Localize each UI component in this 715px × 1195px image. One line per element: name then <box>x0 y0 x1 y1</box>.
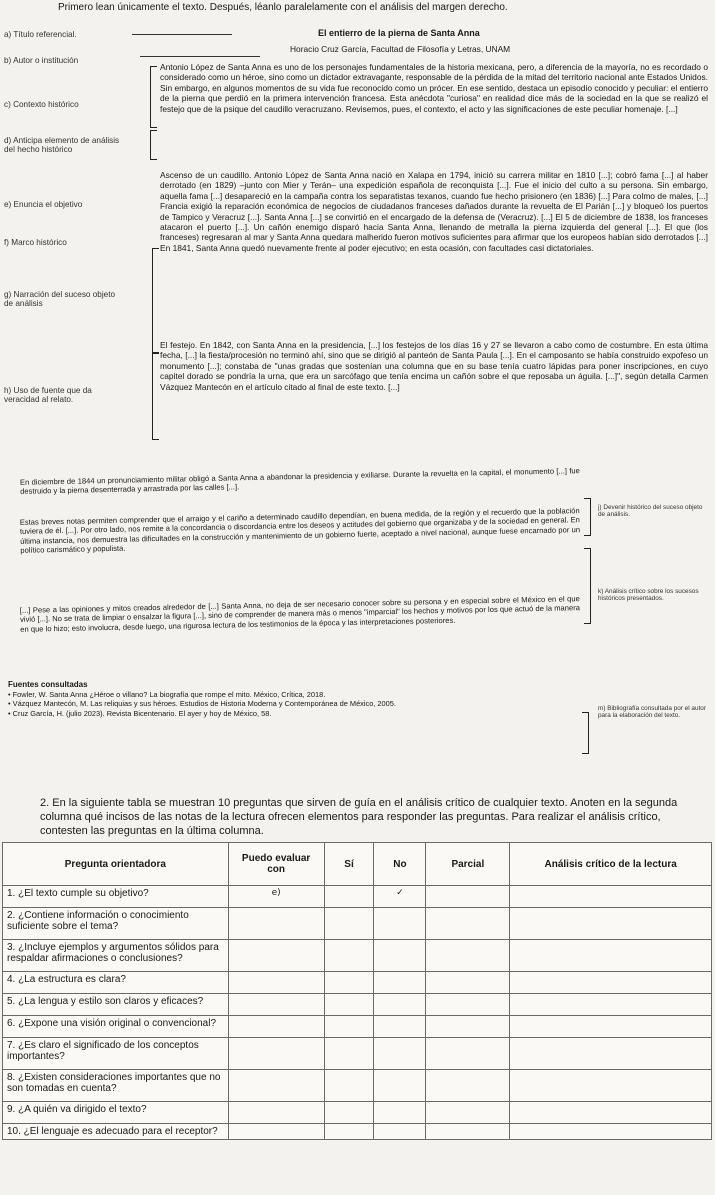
no-cell[interactable] <box>374 940 426 972</box>
bracket-m <box>582 712 589 754</box>
header-yes: Sí <box>324 843 374 886</box>
exercise-text: En la siguiente tabla se muestran 10 preguntas que sirven de guía en el análisis crítico de cualquier texto. Anoten en la segunda columna qué incisos de las notas de la lectura ofrecen elementos para responder las preguntas. Para realizar el análisis crítico, contesten las preguntas en la última columna. <box>40 797 678 837</box>
evaluate-cell[interactable] <box>228 1102 324 1124</box>
label-k: k) Análisis crítico sobre los sucesos históricos presentados. <box>598 588 699 602</box>
analysis-cell[interactable] <box>510 908 712 940</box>
sources-heading: Fuentes consultadas <box>8 680 88 689</box>
no-cell[interactable] <box>374 1070 426 1102</box>
exercise-number: 2. <box>40 797 50 809</box>
evaluate-cell[interactable] <box>228 994 324 1016</box>
bracket-d <box>150 130 157 160</box>
yes-cell[interactable] <box>324 1070 374 1102</box>
table-row <box>3 1124 712 1140</box>
table-row <box>3 972 712 994</box>
header-no: No <box>374 843 426 886</box>
table-row <box>3 994 712 1016</box>
text-author: Horacio Cruz García, Facultad de Filosofía y Letras, UNAM <box>290 44 511 54</box>
paragraph-intro-text: Antonio López de Santa Anna es uno de los personajes fundamentales de la historia mexicana, pero, a diferencia de la mayoría, no es recordado o considerado como un héroe, sino como un dictador extravagante, responsable de la pérdida de la mitad del territorio nacional ante Estados Unidos. Sin embargo, en algunos momentos de su vida fue reconocido como un prócer. En ese sentido, destaca un episodio conocido y peculiar: el entierro de la pierna que perdió en la primera intervención francesa. Esta anécdota "curiosa" en realidad dice más de la sociedad en la que se realizó el festejo que de la psique del caudillo veracruzano. Revisemos, pues, el contexto, el acto y las significaciones de este peculiar homenaje. [...] <box>160 62 708 114</box>
yes-cell[interactable] <box>324 1124 374 1140</box>
source-item: • Fowler, W. Santa Anna ¿Héroe o villano? La biografía que rompe el mito. México, Crítica, 2018. <box>8 689 326 699</box>
evaluate-cell[interactable] <box>228 972 324 994</box>
no-cell[interactable] <box>374 908 426 940</box>
no-cell[interactable] <box>374 994 426 1016</box>
no-cell[interactable] <box>374 1016 426 1038</box>
bracket-j <box>584 498 591 536</box>
partial-cell[interactable] <box>426 1016 510 1038</box>
question-cell: 8. ¿Existen consideraciones importantes que no son tomadas en cuenta? <box>3 1070 229 1102</box>
evaluate-cell[interactable] <box>228 908 324 940</box>
partial-cell[interactable] <box>426 940 510 972</box>
analysis-cell[interactable] <box>510 1124 712 1140</box>
evaluate-cell[interactable]: e) <box>228 886 324 908</box>
bracket-k <box>584 548 591 624</box>
evaluate-cell[interactable] <box>228 1016 324 1038</box>
analysis-cell[interactable] <box>510 1038 712 1070</box>
evaluate-cell[interactable] <box>228 940 324 972</box>
paragraph-exilio <box>20 466 580 497</box>
bracket-c <box>150 66 157 128</box>
question-cell: 9. ¿A quién va dirigido el texto? <box>3 1102 229 1124</box>
question-cell: 4. ¿La estructura es clara? <box>3 972 229 994</box>
header-question: Pregunta orientadora <box>3 843 229 886</box>
label-a: a) Título referencial. <box>4 30 77 39</box>
analysis-cell[interactable] <box>510 972 712 994</box>
paragraph-exilio-text: En diciembre de 1844 un pronunciamiento militar obligó a Santa Anna a abandonar la presidencia y exiliarse. Durante la revuelta en la capital, el monumento [...] fue destruido y la pierna desenterrada y arrastrada por las calles [...]. <box>19 466 580 497</box>
label-h: h) Uso de fuente que da veracidad al relato. <box>4 386 92 404</box>
no-cell[interactable] <box>374 1102 426 1124</box>
partial-cell[interactable] <box>426 1124 510 1140</box>
yes-cell[interactable] <box>324 972 374 994</box>
partial-cell[interactable] <box>426 1102 510 1124</box>
question-cell: 6. ¿Expone una visión original o convencional? <box>3 1016 229 1038</box>
question-cell: 10. ¿El lenguaje es adecuado para el receptor? <box>3 1124 229 1140</box>
label-c: c) Contexto histórico <box>4 100 79 109</box>
bracket-g <box>152 248 159 354</box>
question-cell: 1. ¿El texto cumple su objetivo? <box>3 886 229 908</box>
table-row <box>3 908 712 940</box>
header-evaluate: Puedo evaluar con <box>228 843 324 886</box>
partial-cell[interactable] <box>426 972 510 994</box>
no-cell[interactable] <box>374 1038 426 1070</box>
yes-cell[interactable] <box>324 908 374 940</box>
label-m: m) Bibliografía consultada por el autor para la elaboración del texto. <box>598 705 706 719</box>
evaluate-cell[interactable] <box>228 1038 324 1070</box>
question-cell: 7. ¿Es claro el significado de los conceptos importantes? <box>3 1038 229 1070</box>
exercise-instructions <box>40 796 690 838</box>
question-cell: 2. ¿Contiene información o conocimiento suficiente sobre el tema? <box>3 908 229 940</box>
no-cell[interactable]: ✓ <box>374 886 426 908</box>
analysis-cell[interactable] <box>510 1102 712 1124</box>
analysis-cell[interactable] <box>510 994 712 1016</box>
bracket-h <box>152 352 159 440</box>
yes-cell[interactable] <box>324 994 374 1016</box>
partial-cell[interactable] <box>426 1070 510 1102</box>
no-cell[interactable] <box>374 1124 426 1140</box>
question-cell: 5. ¿La lengua y estilo son claros y eficaces? <box>3 994 229 1016</box>
paragraph-intro <box>160 62 708 114</box>
partial-cell[interactable] <box>426 994 510 1016</box>
paragraph-analisis-text: Estas breves notas permiten comprender que el arraigo y el cariño a determinado caudillo dependían, en buena medida, de la región y el recuerdo que la población tuviera de él. [...]. Por otro lado, nos remite a la concordancia o discordancia entre los deseos y actitudes del gobierno que organizaba y de la sociedad en general. En última instancia, nos demuestra las dificultades en la construcción y mantenimiento de un gobierno fuerte, aceptado a nivel nacional, aunque fuese encarnado por un político carismático y populista. <box>19 506 581 556</box>
analysis-cell[interactable] <box>510 1070 712 1102</box>
header-analysis: Análisis crítico de la lectura <box>510 843 712 886</box>
table-row <box>3 1038 712 1070</box>
analysis-cell[interactable] <box>510 940 712 972</box>
instruction-text: Primero lean únicamente el texto. Después, léanlo paralelamente con el análisis del margen derecho. <box>58 2 508 13</box>
paragraph-ascenso-text: Ascenso de un caudillo. Antonio López de Santa Anna nació en Xalapa en 1794, inició su carrera militar en 1810 [...]; cobró fama [...] al haber derrotado (en 1829) –junto con Mier y Terán– una expedición española de reconquista [...]. Fue el inicio del culto a su persona. Sin embargo, aquella fama [...] desapareció en la campaña contra los separatistas texanos, cuando fue hecho prisionero (en 1836) [...] Para colmo de males, [...] Francia exigió la reparación económica de negocios de ciudadanos franceses dañados durante la revuelta de El Parián [...] y bloqueó los puertos de Tampico y Veracruz [...]. Santa Anna [...] se convirtió en el encargado de la defensa de (Veracruz). [...] El 5 de diciembre de 1838, los franceses atacaron el puerto [...]. Un cañón enemigo disparó hacia Santa Anna, llenando de metralla la pierna izquierda del general [...]. El que (los franceses) regresaran al mar y Santa Anna quedara malherido fueron motivos suficientes para afirmar que los europeos habían sido derrotados [...] En 1841, Santa Anna quedó nuevamente frente al poder ejecutivo; en esta ocasión, con facultades casi dictatoriales. <box>160 170 708 253</box>
table-header-row <box>3 843 712 886</box>
critical-analysis-table <box>2 842 712 1140</box>
label-b: b) Autor o institución <box>4 56 79 65</box>
evaluate-cell[interactable] <box>228 1124 324 1140</box>
source-item: • Vázquez Mantecón, M. Las reliquias y sus héroes. Estudios de Historia Moderna y Contemporánea de México, 2005. <box>8 699 396 708</box>
paragraph-conclusion <box>20 594 580 634</box>
label-e: e) Enuncia el objetivo <box>4 200 83 209</box>
paragraph-festejo <box>160 340 708 392</box>
yes-cell[interactable] <box>324 940 374 972</box>
paragraph-conclusion-text: [...] Pese a las opiniones y mitos creados alrededor de [...] Santa Anna, no deja de ser necesario conocer sobre su persona y en especial sobre el México en el que vivió [...]. No se trata de limpiar o ensalzar la figura [...], sino de comprender de manera más o menos "imparcial" los hechos y motivos por los que actuó de la manera en que lo hizo; esto involucra, desde luego, una rigurosa lectura de los testimonios de la época y las interpretaciones posteriores. <box>19 594 581 634</box>
yes-cell[interactable] <box>324 1102 374 1124</box>
partial-cell[interactable] <box>426 908 510 940</box>
evaluate-cell[interactable] <box>228 1070 324 1102</box>
yes-cell[interactable] <box>324 886 374 908</box>
label-d: d) Anticipa elemento de análisis del hecho histórico <box>4 136 120 154</box>
label-f: f) Marco histórico <box>4 238 67 247</box>
paragraph-analisis <box>20 506 581 555</box>
table-row <box>3 940 712 972</box>
yes-cell[interactable] <box>324 1038 374 1070</box>
sources-block <box>8 680 568 718</box>
label-g: g) Narración del suceso objeto de análisis <box>4 290 116 308</box>
label-j: j) Devenir histórico del suceso objeto de análisis. <box>598 504 703 518</box>
source-item: • Cruz García, H. (julio 2023). Revista Bicentenario. El ayer y hoy de México, 58. <box>8 708 272 718</box>
table-row <box>3 1016 712 1038</box>
yes-cell[interactable] <box>324 1016 374 1038</box>
analysis-cell[interactable] <box>510 1016 712 1038</box>
paragraph-ascenso <box>160 170 708 253</box>
no-cell[interactable] <box>374 972 426 994</box>
header-partial: Parcial <box>426 843 510 886</box>
table-row <box>3 1070 712 1102</box>
analysis-cell[interactable] <box>510 886 712 908</box>
text-title: El entierro de la pierna de Santa Anna <box>318 28 480 38</box>
partial-cell[interactable] <box>426 1038 510 1070</box>
table-row <box>3 886 712 908</box>
paragraph-festejo-text: El festejo. En 1842, con Santa Anna en la presidencia, [...] los festejos de los días 16 y 27 se llevaron a cabo como de costumbre. En esta última fecha, [...] la fiesta/procesión no terminó ahí, sino que se dirigió al panteón de Santa Paula [...]. En el camposanto se había construido expofeso un monumento [...]; constaba de "unas gradas que sostenían una columna que en su base tenía cuatro lápidas para poner inscripciones, en cuyo capitel dorado se pondría la urna, que era un sarcófago que tenía encima un cañón sobre el que reposaba un águila. [...]", según detalla Carmen Vázquez Mantecón en el artículo citado al final de este texto. [...] <box>160 340 708 392</box>
arrow-a <box>132 34 232 35</box>
arrow-b <box>140 56 260 57</box>
table-row <box>3 1102 712 1124</box>
question-cell: 3. ¿Incluye ejemplos y argumentos sólidos para respaldar afirmaciones o conclusiones? <box>3 940 229 972</box>
partial-cell[interactable] <box>426 886 510 908</box>
